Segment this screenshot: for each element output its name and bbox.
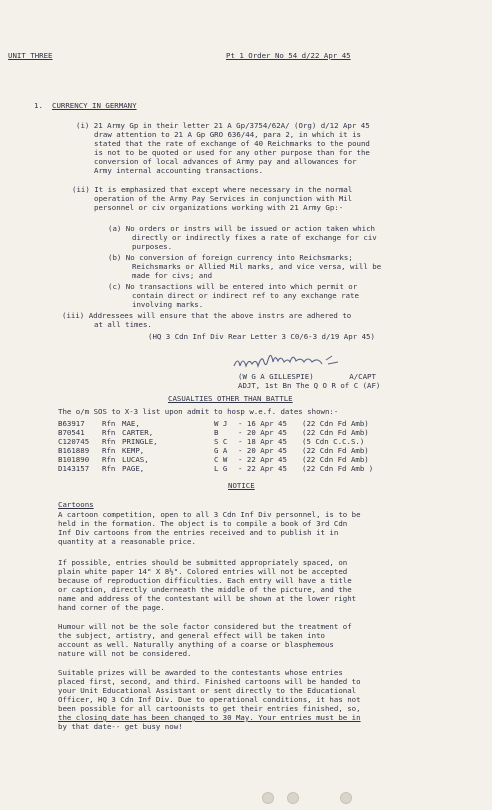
- text-line: Inf Div cartoons from the entries received and to publish it in: [58, 528, 339, 537]
- text-line: name and address of the contestant will be shown at the lower right: [58, 594, 357, 603]
- text-line: made for civs; and: [132, 271, 213, 280]
- casualty-cell: KEMP,: [122, 446, 145, 455]
- text-line: (a) No orders or instrs will be issued or action taken which: [108, 224, 375, 233]
- text-line: (i) 21 Army Gp in their letter 21 A Gp/3754/62A/ (Org) d/12 Apr 45: [76, 121, 370, 130]
- text-line: hand corner of the page.: [58, 603, 165, 612]
- text-line: plain white paper 14" X 8½". Colored entries will not be accepted: [58, 567, 348, 576]
- casualty-cell: B70541: [58, 428, 85, 437]
- casualty-cell: PAGE,: [122, 464, 145, 473]
- text-line: directly or indirectly fixes a rate of exchange for civ: [132, 233, 377, 242]
- casualty-cell: PRINGLE,: [122, 437, 158, 446]
- casualty-cell: - 16 Apr 45: [238, 419, 287, 428]
- order-reference: Pt 1 Order No 54 d/22 Apr 45: [226, 51, 351, 60]
- casualty-cell: MAE,: [122, 419, 140, 428]
- casualty-cell: - 20 Apr 45: [238, 446, 287, 455]
- text-line: or caption, directly underneath the middle of the picture, and the: [58, 585, 352, 594]
- casualty-cell: Rfn: [102, 455, 116, 464]
- casualties-intro: The o/m SOS to X-3 list upon admit to hosp w.e.f. dates shown:-: [58, 407, 339, 416]
- casualty-cell: Rfn: [102, 446, 116, 455]
- section-title: CURRENCY IN GERMANY: [52, 101, 137, 110]
- text-line: contain direct or indirect ref to any exchange rate: [132, 291, 359, 300]
- casualty-row: [58, 428, 478, 437]
- casualty-cell: B: [214, 428, 219, 437]
- casualty-row: [58, 455, 478, 464]
- text-line: nature will not be considered.: [58, 649, 192, 658]
- casualty-cell: B101890: [58, 455, 90, 464]
- notice-title: NOTICE: [228, 481, 255, 490]
- text-line: (c) No transactions will be entered into which permit or: [108, 282, 358, 291]
- casualty-cell: LUCAS,: [122, 455, 149, 464]
- text-line: the subject, artistry, and general effect will be taken into: [58, 631, 325, 640]
- casualty-row: [58, 464, 478, 473]
- casualty-cell: C W: [214, 455, 228, 464]
- casualties-title: CASUALTIES OTHER THAN BATTLE: [168, 394, 293, 403]
- text-line: held in the formation. The object is to compile a book of 3rd Cdn: [58, 519, 348, 528]
- text-line: draw attention to 21 A Gp GRO 636/44, para 2, in which it is: [94, 130, 361, 139]
- casualty-cell: - 22 Apr 45: [238, 464, 287, 473]
- text-line: Suitable prizes will be awarded to the contestants whose entries: [58, 668, 343, 677]
- casualty-cell: D143157: [58, 464, 90, 473]
- text-line: Reichsmarks or Allied Mil marks, and vice versa, will be: [132, 262, 382, 271]
- text-line: been possible for all cartoonists to get their entries finished, so,: [58, 704, 361, 713]
- casualty-cell: W J: [214, 419, 228, 428]
- casualty-cell: (22 Cdn Fd Amb): [302, 428, 369, 437]
- text-line: because of reproduction difficulties. Each entry will have a title: [58, 576, 352, 585]
- text-line: by that date-- get busy now!: [58, 722, 183, 731]
- text-line: operation of the Army Pay Services in conjunction with Mil: [94, 194, 353, 203]
- casualty-cell: C120745: [58, 437, 90, 446]
- text-line: account as well. Naturally anything of a coarse or blasphemous: [58, 640, 334, 649]
- casualty-cell: Rfn: [102, 419, 116, 428]
- signature-title: ADJT, 1st Bn The Q O R of C (AF): [238, 381, 381, 390]
- section-number: 1.: [34, 101, 43, 110]
- text-line: involving marks.: [132, 300, 204, 309]
- casualty-cell: - 20 Apr 45: [238, 428, 287, 437]
- handwritten-signature: [230, 352, 360, 374]
- text-line: placed first, second, and third. Finished cartoons will be handed to: [58, 677, 361, 686]
- text-line: purposes.: [132, 242, 173, 251]
- casualty-cell: B63917: [58, 419, 85, 428]
- casualty-cell: (22 Cdn Fd Amb ): [302, 464, 374, 473]
- text-line: your Unit Educational Assistant or sent directly to the Educational: [58, 686, 357, 695]
- casualty-cell: (22 Cdn Fd Amb): [302, 419, 369, 428]
- binder-hole: [340, 792, 352, 804]
- casualty-cell: (22 Cdn Fd Amb): [302, 446, 369, 455]
- casualty-cell: S C: [214, 437, 228, 446]
- text-line: (ii) It is emphasized that except where necessary in the normal: [72, 185, 353, 194]
- casualty-cell: L G: [214, 464, 228, 473]
- casualty-cell: B161889: [58, 446, 90, 455]
- casualty-cell: - 18 Apr 45: [238, 437, 287, 446]
- text-line: Officer, HQ 3 Cdn Inf Div. Due to operational conditions, it has not: [58, 695, 361, 704]
- casualty-row: [58, 419, 478, 428]
- casualty-row: [58, 437, 478, 446]
- text-line: conversion of local advances of Army pay and allowances for: [94, 157, 357, 166]
- text-line: Humour will not be the sole factor considered but the treatment of: [58, 622, 352, 631]
- notice-subtitle: Cartoons: [58, 500, 94, 509]
- unit-heading: UNIT THREE: [8, 51, 53, 60]
- casualty-cell: (22 Cdn Fd Amb): [302, 455, 369, 464]
- text-line: stated that the rate of exchange of 40 Reichmarks to the pound: [94, 139, 370, 148]
- casualty-cell: Rfn: [102, 464, 116, 473]
- casualty-cell: CARTER,: [122, 428, 154, 437]
- text-line: is not to be quoted or used for any other purpose than for the: [94, 148, 370, 157]
- casualty-row: [58, 446, 478, 455]
- text-line: at all times.: [94, 320, 152, 329]
- text-line: the closing date has been changed to 30 May. Your entries must be in: [58, 713, 361, 722]
- text-line: personnel or civ organizations working with 21 Army Gp:-: [94, 203, 344, 212]
- binder-hole: [262, 792, 274, 804]
- casualty-cell: (5 Cdn C.C.S.): [302, 437, 365, 446]
- reference-line: (HQ 3 Cdn Inf Div Rear Letter 3 C0/6-3 d/19 Apr 45): [148, 332, 375, 341]
- casualty-cell: Rfn: [102, 428, 116, 437]
- text-line: Army internal accounting transactions.: [94, 166, 264, 175]
- signature-name: (W G A GILLESPIE) A/CAPT: [238, 372, 376, 381]
- text-line: A cartoon competition, open to all 3 Cdn Inf Div personnel, is to be: [58, 510, 361, 519]
- text-line: quantity at a reasonable price.: [58, 537, 196, 546]
- casualty-cell: - 22 Apr 45: [238, 455, 287, 464]
- text-line: If possible, entries should be submitted appropriately spaced, on: [58, 558, 348, 567]
- casualty-cell: G A: [214, 446, 228, 455]
- casualty-cell: Rfn: [102, 437, 116, 446]
- text-line: (iii) Addressees will ensure that the above instrs are adhered to: [62, 311, 352, 320]
- binder-hole: [287, 792, 299, 804]
- text-line: (b) No conversion of foreign currency into Reichsmarks;: [108, 253, 353, 262]
